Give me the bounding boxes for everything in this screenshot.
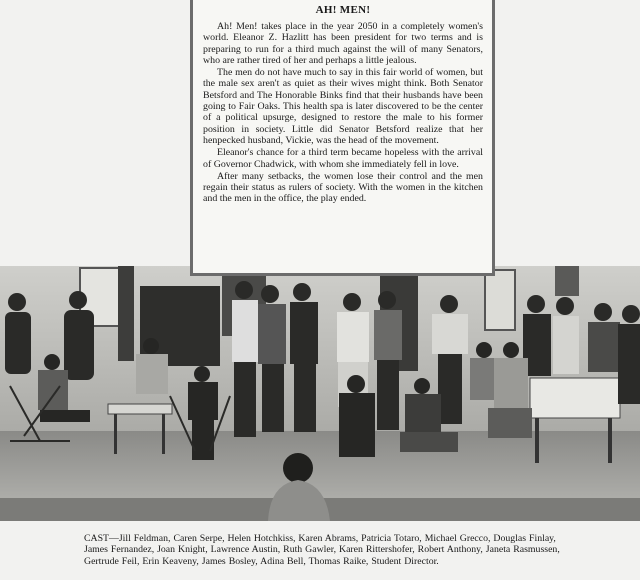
cast-photo-image (0, 266, 640, 521)
cast-caption: CAST—Jill Feldman, Caren Serpe, Helen Hotchkiss, Karen Abrams, Patricia Totaro, Michael Grecco, Douglas Finlay, James Fernandez, Joan Knight, Lawrence Austin, Ruth Gawler, Karen Rittershofer, Robert Anthony, Janeta Rasmussen, Gertrude Feil, Erin Keaveny, James Bosley, Adina Bell, Thomas Raike, Student Director. (84, 533, 560, 567)
article-paragraph-2: The men do not have much to say in this fair world of women, but the male sex aren't as quiet as their wives might think. Both Senator Betsford and The Honorable Binks find that their husbands have been going to Fair Oaks. This health spa is later discovered to be the center of a political upsurge, designed to restore the male to his former position in society. Little did Senator Betsford realize that her henpecked husband, Vickie, was the head of the movement. (203, 67, 483, 146)
cast-photo (0, 266, 640, 521)
article-title: AH! MEN! (315, 4, 371, 16)
article-box (190, 0, 495, 276)
article-paragraph-1: Ah! Men! takes place in the year 2050 in a completely women's world. Eleanor Z. Hazlitt has been president for two terms and is preparing to run for a third much against the will of many Senators, who are rather tired of her and perhaps a little jealous. (203, 21, 483, 66)
article-paragraph-3: Eleanor's chance for a third term became hopeless with the arrival of Governor Chadwick, with whom she immediately fell in love. (203, 147, 483, 170)
article-paragraph-4: After many setbacks, the women lose their control and the men regain their status as rulers of society. With the women in the kitchen and the men in the office, the play ended. (203, 170, 483, 205)
